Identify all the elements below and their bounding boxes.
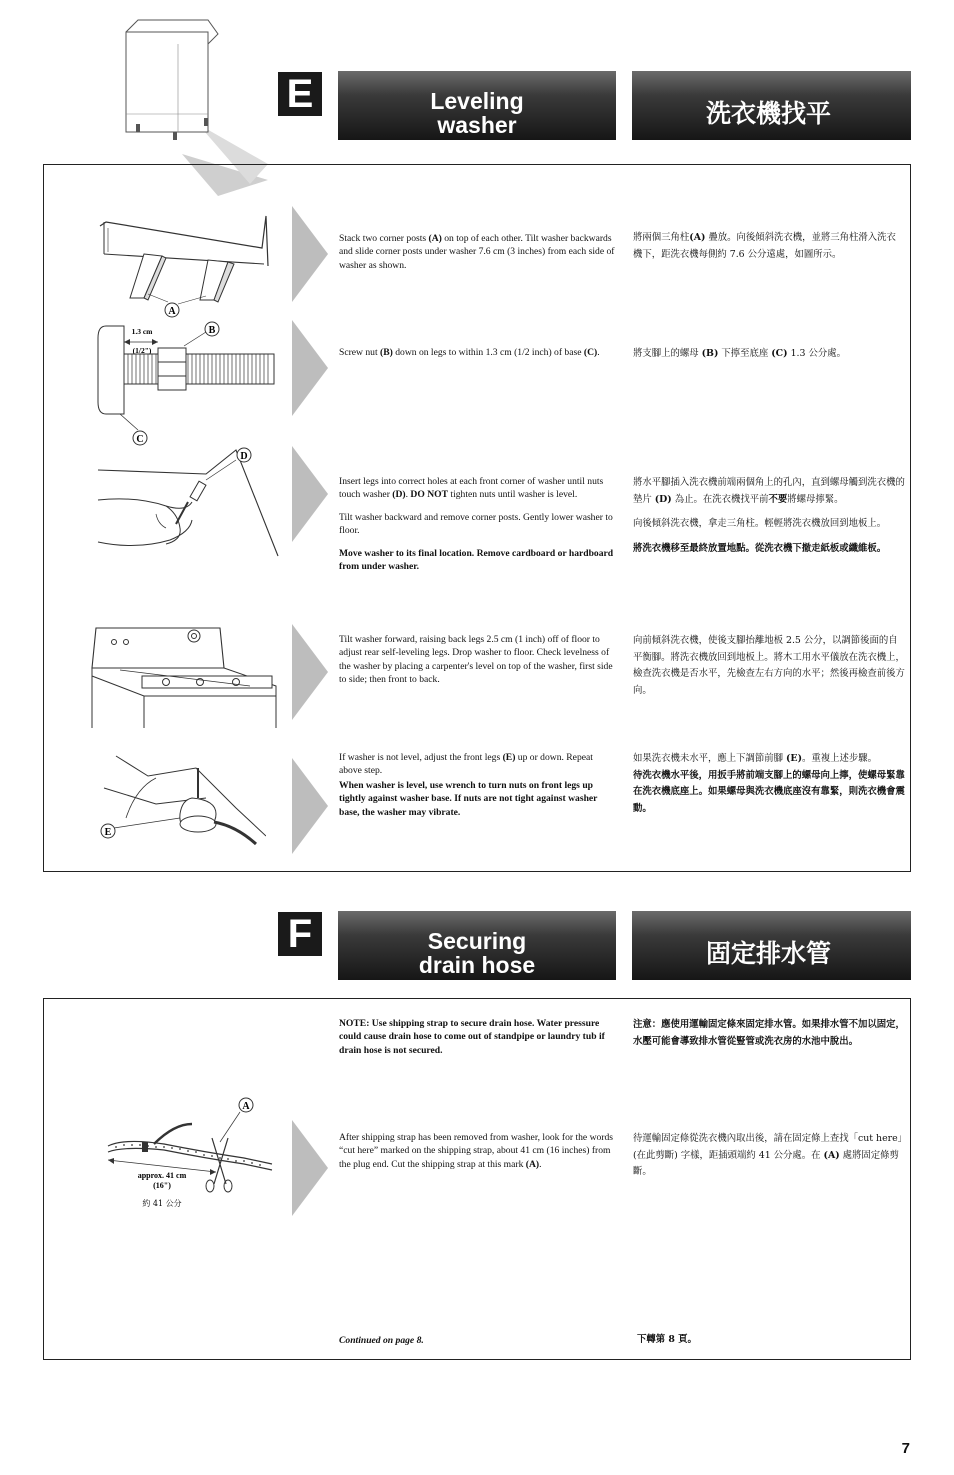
strap-step-text-en: After shipping strap has been removed from washer, look for the words “cut here” marked on the shipping strap, about 41 cm (16 inches) from the plug end. Cut the shipping strap at this mark (A). xyxy=(339,1132,614,1170)
step-arrow xyxy=(292,624,328,720)
callout-a: A xyxy=(242,1101,250,1112)
dimension-approx: approx. 41 cm xyxy=(137,1171,187,1180)
step-arrow xyxy=(292,1120,328,1216)
section-e-title-zh: 洗衣機找平 xyxy=(632,71,911,140)
strap-step-text-zh: 待運輸固定條從洗衣機內取出後，請在固定條上查找「cut here」(在此剪斷) 字樣，距插頭端約 41 公分處。在 (A) 處將固定條剪斷。 xyxy=(633,1133,903,1177)
step2-text-en: Screw nut (B) down on legs to within 1.3 cm (1/2 inch) of base (C). xyxy=(339,347,600,358)
corner-posts-illustration xyxy=(96,206,276,322)
section-f-title-zh: 固定排水管 xyxy=(632,911,911,980)
step5-text-en: If washer is not level, adjust the front legs (E) up or down. Repeat above step. When washer is level, use wrench to turn nuts on front legs up tightly against washer base. If nuts are not tight against washer base, the washer may vibrate. xyxy=(339,752,598,818)
step2-text-zh: 將支腳上的螺母 (B) 下擰至底座 (C) 1.3 公分處。 xyxy=(633,348,846,359)
washer-top-level-illustration xyxy=(90,624,280,728)
callout-e: E xyxy=(104,827,112,838)
section-letter-e: E xyxy=(278,72,322,116)
step1-text-zh: 將兩個三角柱(A) 疊放。向後傾斜洗衣機，並將三角柱滑入洗衣機下，距洗衣機每側約 7.6 公分遠處，如圖所示。 xyxy=(633,232,896,260)
step5-text-zh: 如果洗衣機未水平，應上下調節前腳 (E)。重複上述步驟。 待洗衣機水平後，用扳手將前端支腳上的螺母向上擰，使螺母緊靠在洗衣機底座上。如果螺母與洗衣機底座沒有靠緊，則洗衣機會震動。 xyxy=(633,753,905,814)
shipping-strap-illustration xyxy=(104,1094,276,1212)
insert-legs-illustration xyxy=(96,444,280,564)
step-arrow xyxy=(292,320,328,416)
dimension-zh: 約 41 公分 xyxy=(142,1199,182,1208)
callout-a: A xyxy=(168,306,176,317)
step-arrow xyxy=(292,206,328,302)
step1-text-en: Stack two corner posts (A) on top of each other. Tilt washer backwards and slide corner posts under washer 7.6 cm (3 inches) from each side of washer as shown. xyxy=(339,233,615,271)
dimension-cm: 1.3 cm xyxy=(131,327,153,336)
section-f-title-en: Securing drain hose xyxy=(338,911,616,980)
note-text-zh: 注意：應使用運輸固定條來固定排水管。如果排水管不加以固定，水壓可能會導致排水管從豎管或洗衣房的水池中脫出。 xyxy=(633,1019,905,1047)
page-number: 7 xyxy=(901,1440,910,1457)
continued-text-en: Continued on page 8. xyxy=(339,1335,424,1346)
step3-text-zh: 將水平腳插入洗衣機前端兩個角上的孔內，直到螺母觸到洗衣機的墊片 (D) 為止。在洗衣機找平前不要將螺母擰緊。 向後傾斜洗衣機，拿走三角柱。輕輕將洗衣機放回到地板上。 將洗衣機移至最終放置地點。從洗衣機下撤走紙板或纖維板。 xyxy=(633,477,905,554)
continued-text-zh: 下轉第 8 頁。 xyxy=(637,1334,697,1345)
step4-text-zh: 向前傾斜洗衣機，使後支腳抬離地板 2.5 公分，以調節後面的自平衡腳。將洗衣機放回到地板上。將木工用水平儀放在洗衣機上，檢查洗衣機是否水平，先檢查左右方向的水平；然後再檢查前後方向。 xyxy=(633,635,905,696)
step3-text-en: Insert legs into correct holes at each front corner of washer until nuts touch washer (D). DO NOT tighten nuts until washer is level. Tilt washer backward and remove corner posts. Gently lower washer to floor. Move washer to its final location. Remove cardboard or hardboard from under washer. xyxy=(339,476,614,573)
step-arrow xyxy=(292,758,328,854)
step-arrow xyxy=(292,446,328,542)
leg-nut-illustration xyxy=(96,318,276,448)
step4-text-en: Tilt washer forward, raising back legs 2.5 cm (1 inch) off of floor to adjust rear self-leveling legs. Drop washer to floor. Check levelness of the washer by placing a carpenter's level on top of the washer, first side to side; then front to back. xyxy=(339,634,613,686)
callout-c: C xyxy=(136,434,144,445)
adjust-front-legs-illustration xyxy=(96,748,266,856)
section-letter-f: F xyxy=(278,912,322,956)
note-text-en: NOTE: Use shipping strap to secure drain hose. Water pressure could cause drain hose to come out of standpipe or laundry tub if drain hose is not secured. xyxy=(339,1018,605,1056)
callout-b: B xyxy=(208,325,216,336)
dimension-inch: (16") xyxy=(153,1181,171,1190)
section-e-title-en: Leveling washer xyxy=(338,71,616,140)
dimension-inch: (1/2") xyxy=(132,346,152,355)
callout-d: D xyxy=(240,451,248,462)
